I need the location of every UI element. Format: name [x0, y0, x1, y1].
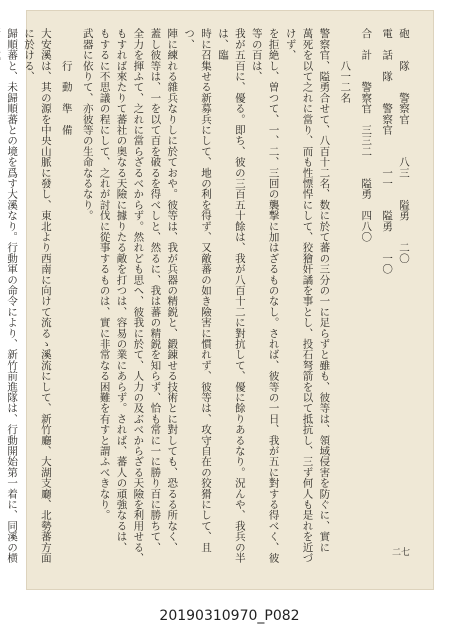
text-line: 警察官、隘勇合せて、八百十二名、数に於て蕃の三分の一に足らずと雖も、彼等は、領域侵害を防ぐに、實に [318, 28, 331, 553]
text-line: 全力を揮ふて、之れに當らざるべからず。然れども思へ、彼我に於て、人力の及ぶべからざる天險を利用せる、 [132, 28, 145, 563]
section-heading: 行 動 準 備 [60, 28, 73, 135]
text-line: 陣に練れる雜兵なりしに於ておや。彼等は、我が兵器の精鋭と、鍛錬せる技術とに對しても、恐るる所なく、 [166, 28, 179, 553]
text-line: もするに不思議の程にして、之れが討伐に從事するものは、實に非常なる困難を有すと謂ふべきなり。 [98, 28, 111, 521]
body-text [6, 28, 412, 568]
image-caption: 20190310970_P082 [159, 608, 300, 624]
text-line [332, 28, 336, 568]
text-line: 時に召集せる新募兵にして、地の利を得ず、又敵蕃の如き險害に慣れず、彼等は、攻守自在の狡猾にして、且つ、 [183, 28, 213, 553]
text-line: 歸順蕃と、未歸順蕃との境を爲す大溪なり。行動軍の命令により、新竹前進隊は、行動開始第一着に、同溪の横 [6, 28, 19, 563]
page-number: 二七 [392, 548, 411, 558]
text-line: 武器に依りて、亦彼等の生命なるなり。 [81, 28, 94, 221]
text-line: 蓋し彼等は、一を以て百を破るを得べしと、然るに、我は蕃の精鋭を知らず、恰も常に一に勝り百に勝ちて、 [149, 28, 162, 553]
text-line: 大安溪は、其の源を中央山脈に發し、東北より西南に向けて流るゝ溪流にして、新竹廳、大湖支廳、北勢蕃方面に於ける、 [22, 28, 52, 563]
text-line: 砲 隊 警察官 八三 隘勇 二〇 [398, 28, 410, 264]
text-line: を拒絶し、曽つて、一、二、三回の襲撃に加はざるものなし。されば、彼等の一日、我が五に對する得べく、彼等の百は、 [250, 28, 280, 563]
text-line: 電 話 隊 警察官 一一 隘勇 一〇 [381, 28, 394, 275]
text-line: 八一二名 [339, 28, 352, 103]
document-page [6, 10, 434, 590]
text-line: もすれば來たりて蕃社の奥なる天險に據りたる敵を打つは、容易の業にあらず。されば、蕃人の頑強なるは、 [115, 28, 128, 553]
text-line: 我が五百に、優る。即ち、彼の三百五十餘は、我が八百十二に對抗して、優に餘りあるなり。況んや、我兵の半は、臨 [216, 28, 246, 563]
text-line: 萬死を以て之れに當り、而も性慓悍にして、狡獪奸譎を事とし、投石弩箭を以て抵抗し、三ず何人も是れを近づけず、 [284, 28, 314, 563]
text-line: 合 計 警察官 三三二 隘勇 四八〇 [360, 28, 373, 242]
